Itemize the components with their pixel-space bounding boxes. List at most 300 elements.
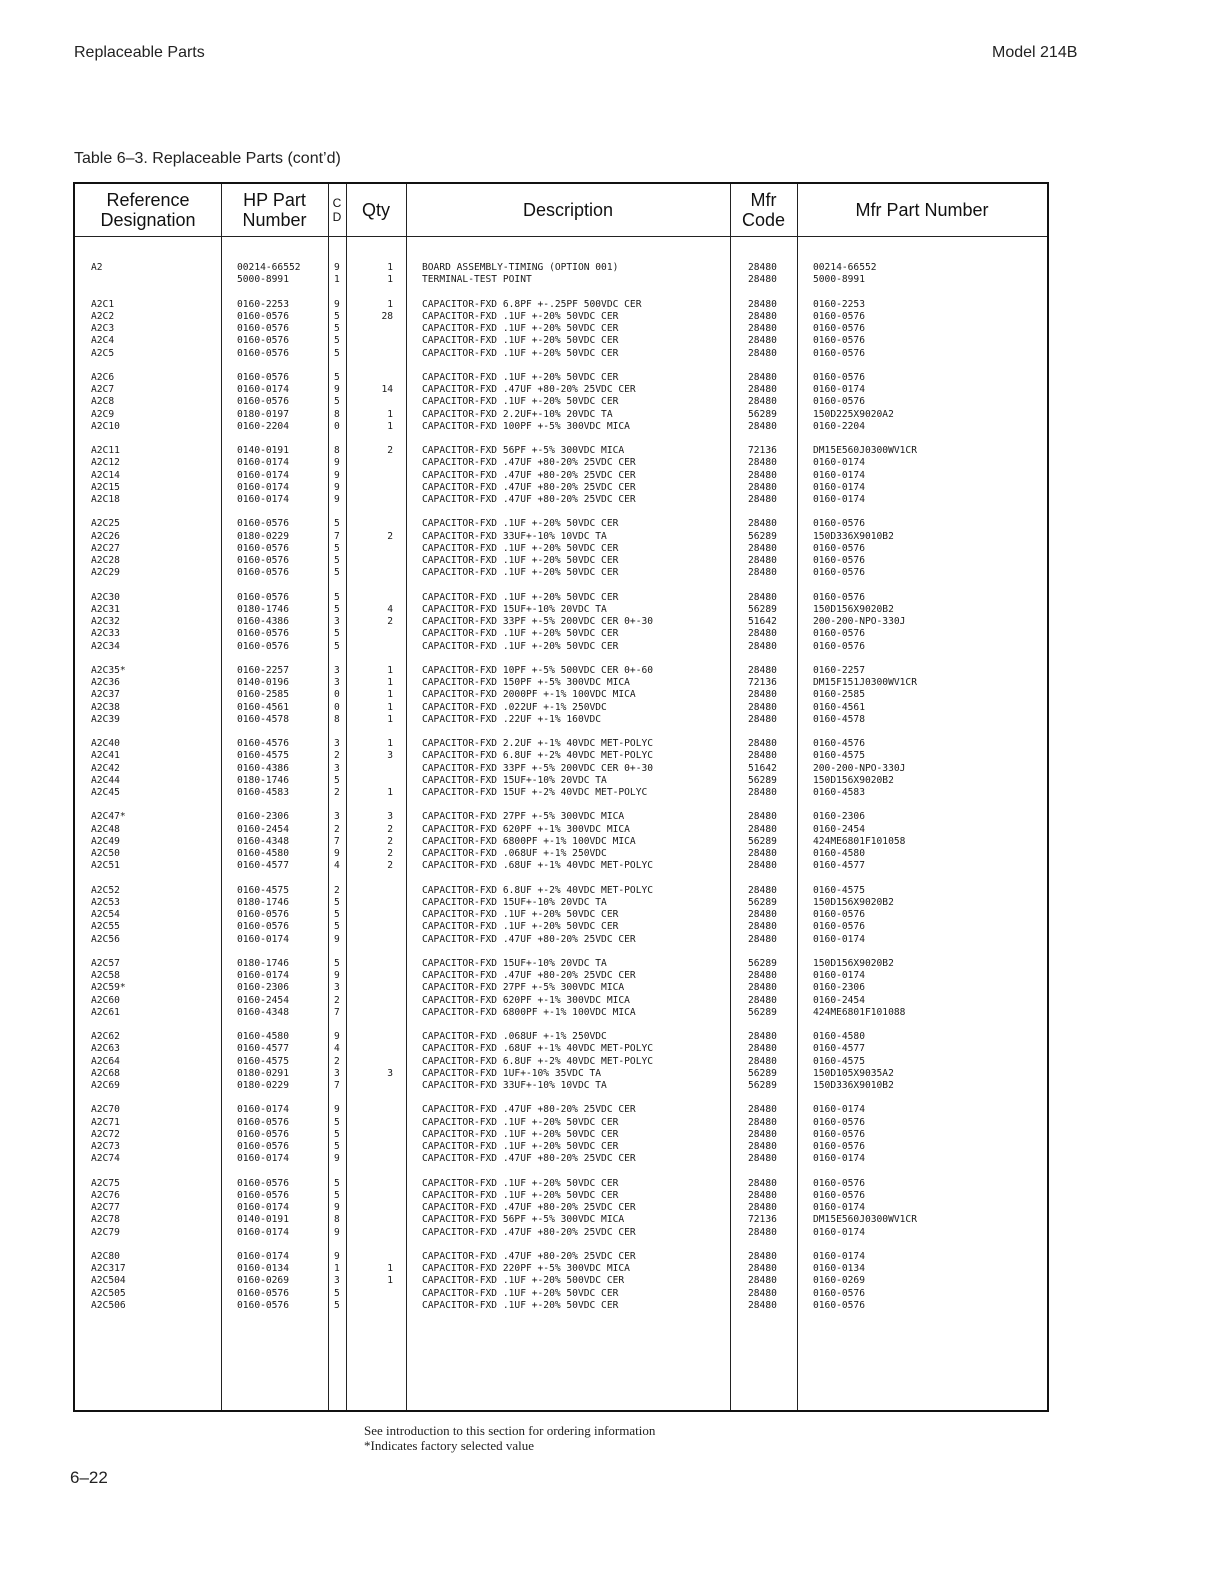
ref-designation: A2C33 [91,628,120,640]
description: CAPACITOR-FXD .1UF +-20% 50VDC CER [422,542,619,554]
ref-designation: A2C9 [91,408,115,420]
hp-part-number: 0160-2306 [237,982,289,994]
mfr-code: 28480 [748,811,777,823]
table-row [75,897,1047,909]
description: CAPACITOR-FXD .68UF +-1% 40VDC MET-POLYC [422,860,654,872]
hp-part-number: 0160-0576 [237,555,289,566]
mfr-code: 56289 [748,774,777,786]
description: CAPACITOR-FXD 1UF+-10% 35VDC TA [422,1067,602,1079]
ref-designation: A2C40 [91,738,120,749]
description: CAPACITOR-FXD .47UF +80-20% 25VDC CER [422,933,636,945]
mfr-code: 56289 [748,1006,777,1018]
running-header-left: Replaceable Parts [74,44,205,61]
ref-designation: A2C50 [91,848,120,859]
hp-part-number: 0160-0576 [237,1116,289,1128]
mfr-part-number: 0160-0174 [813,933,865,945]
description: CAPACITOR-FXD 2000PF +-1% 100VDC MICA [422,689,636,701]
description: CAPACITOR-FXD .1UF +-20% 50VDC CER [422,567,619,579]
mfr-part-number: 0160-4578 [813,713,865,725]
description: CAPACITOR-FXD .68UF +-1% 40VDC MET-POLYC [422,1043,654,1055]
ref-designation: A2C47* [91,811,126,823]
mfr-part-number: 0160-4575 [813,750,865,762]
mfr-part-number: 0160-0174 [813,1250,865,1262]
description: CAPACITOR-FXD .022UF +-1% 250VDC [422,701,607,713]
ref-designation: A2C78 [91,1214,120,1226]
mfr-part-number: 150D156X9020B2 [813,774,894,786]
mfr-part-number: 0160-0576 [813,1299,865,1311]
description: CAPACITOR-FXD 56PF +-5% 300VDC MICA [422,445,625,456]
mfr-part-number: 0160-0576 [813,591,865,603]
hp-part-number: 0180-0229 [237,530,289,542]
table-row [75,1190,1047,1202]
mfr-code: 28480 [748,371,777,383]
description: CAPACITOR-FXD .1UF +-20% 50VDC CER [422,371,619,383]
mfr-part-number: 0160-0576 [813,1177,865,1189]
mfr-code: 28480 [748,555,777,566]
cd-digit: 9 [334,481,340,493]
cd-digit: 5 [334,1128,340,1140]
ref-designation: A2C70 [91,1104,120,1116]
table-row [75,1202,1047,1214]
hp-part-number: 0160-4583 [237,787,289,798]
qty: 1 [387,274,393,286]
qty: 2 [387,823,393,835]
mfr-part-number: 0160-0174 [813,457,865,469]
hp-part-number: 0160-2454 [237,823,289,835]
mfr-part-number: 0160-0576 [813,1189,865,1201]
description: CAPACITOR-FXD .47UF +80-20% 25VDC CER [422,1202,636,1213]
hp-part-number: 0180-1746 [237,774,289,786]
cd-digit: 9 [334,1153,340,1165]
header-description: Description [522,200,614,220]
mfr-code: 28480 [748,481,777,493]
ref-designation: A2C36 [91,677,120,688]
table-footnote [364,1423,655,1453]
description: CAPACITOR-FXD .1UF +-20% 50VDC CER [422,310,619,322]
hp-part-number: 0160-4386 [237,616,289,627]
ref-designation: A2C26 [91,530,120,542]
table-row [75,421,1047,433]
mfr-code: 28480 [748,982,777,994]
hp-part-number: 0160-0576 [237,628,289,640]
hp-part-number: 0160-0576 [237,909,289,920]
mfr-code: 28480 [748,335,777,347]
qty: 1 [387,713,393,725]
cd-digit: 9 [334,262,340,273]
cd-digit: 5 [334,774,340,786]
description: CAPACITOR-FXD .1UF +-20% 50VDC CER [422,1141,619,1152]
hp-part-number: 0160-0174 [237,1250,289,1262]
ref-designation: A2C31 [91,603,120,615]
mfr-code: 28480 [748,664,777,676]
table-row [75,738,1047,750]
mfr-part-number: 0160-4576 [813,738,865,749]
hp-part-number: 0160-0174 [237,494,289,505]
description: CAPACITOR-FXD .47UF +80-20% 25VDC CER [422,457,636,469]
description: CAPACITOR-FXD .1UF +-20% 50VDC CER [422,1128,619,1140]
cd-digit: 8 [334,408,340,420]
cd-digit: 5 [334,1116,340,1128]
mfr-code: 28480 [748,1177,777,1189]
mfr-part-number: 0160-4577 [813,1043,865,1055]
table-row [75,470,1047,482]
ref-designation: A2C4 [91,335,115,347]
hp-part-number: 0160-2454 [237,994,289,1006]
description: CAPACITOR-FXD .47UF +80-20% 25VDC CER [422,1226,636,1238]
mfr-code: 28480 [748,567,777,579]
cd-digit: 5 [334,323,340,334]
ref-designation: A2C8 [91,396,115,408]
mfr-part-number: 0160-0174 [813,469,865,481]
ref-designation: A2C34 [91,640,120,652]
cd-digit: 3 [334,1275,340,1287]
mfr-code: 56289 [748,408,777,420]
mfr-part-number: 00214-66552 [813,262,877,273]
hp-part-number: 0160-2306 [237,811,289,823]
header-hp-part-number: HP Part Number [242,190,307,230]
table-row [75,1263,1047,1275]
cd-digit: 8 [334,1214,340,1226]
mfr-part-number: 0160-0174 [813,1226,865,1238]
mfr-part-number: 0160-2204 [813,420,865,432]
mfr-code: 28480 [748,1250,777,1262]
cd-digit: 3 [334,616,340,627]
table-row [75,1104,1047,1116]
hp-part-number: 0160-0576 [237,640,289,652]
table-row [75,274,1047,286]
qty: 3 [387,811,393,823]
description: CAPACITOR-FXD .47UF +80-20% 25VDC CER [422,970,636,981]
hp-part-number: 0160-4575 [237,750,289,762]
header-qty: Qty [361,200,390,220]
mfr-code: 28480 [748,909,777,920]
ref-designation: A2C45 [91,787,120,798]
mfr-part-number: 0160-2257 [813,664,865,676]
qty: 1 [387,689,393,701]
description: CAPACITOR-FXD 2.2UF +-1% 40VDC MET-POLYC [422,738,654,749]
description: CAPACITOR-FXD .1UF +-20% 500VDC CER [422,1275,625,1287]
mfr-code: 28480 [748,1226,777,1238]
mfr-code: 28480 [748,384,777,395]
table-row [75,628,1047,640]
mfr-part-number: 0160-0576 [813,567,865,579]
cd-digit: 5 [334,628,340,640]
ref-designation: A2C62 [91,1031,120,1042]
hp-part-number: 0160-4580 [237,1031,289,1042]
ref-designation: A2C61 [91,1006,120,1018]
description: CAPACITOR-FXD 10PF +-5% 500VDC CER 0+-60 [422,664,654,676]
ref-designation: A2C48 [91,823,120,835]
table-row [75,909,1047,921]
mfr-part-number: 0160-0576 [813,640,865,652]
hp-part-number: 0160-0576 [237,1128,289,1140]
row-group [75,299,1047,360]
hp-part-number: 0160-0576 [237,323,289,334]
header-mfr-part-number: Mfr Part Number [855,200,989,220]
mfr-part-number: 0160-0576 [813,335,865,347]
row-group [75,1031,1047,1092]
row-group [75,1104,1047,1165]
hp-part-number: 0160-2204 [237,420,289,432]
hp-part-number: 0180-1746 [237,603,289,615]
table-row [75,1227,1047,1239]
description: CAPACITOR-FXD 27PF +-5% 300VDC MICA [422,811,625,823]
ref-designation: A2C68 [91,1067,120,1079]
description: CAPACITOR-FXD .1UF +-20% 50VDC CER [422,921,619,933]
table-row [75,714,1047,726]
table-row [75,1080,1047,1092]
hp-part-number: 0160-0174 [237,469,289,481]
description: CAPACITOR-FXD 6.8UF +-2% 40VDC MET-POLYC [422,750,654,762]
description: CAPACITOR-FXD 56PF +-5% 300VDC MICA [422,1214,625,1226]
hp-part-number: 0160-0174 [237,481,289,493]
qty: 2 [387,445,393,456]
mfr-code: 28480 [748,1116,777,1128]
hp-part-number: 0160-0174 [237,457,289,469]
cd-digit: 9 [334,469,340,481]
table-row [75,604,1047,616]
hp-part-number: 0160-0134 [237,1263,289,1274]
qty: 14 [381,384,393,395]
hp-part-number: 0160-0576 [237,1141,289,1152]
mfr-part-number: 150D225X9020A2 [813,408,894,420]
mfr-part-number: 0160-0174 [813,970,865,981]
description: CAPACITOR-FXD 6.8UF +-2% 40VDC MET-POLYC [422,1055,654,1067]
table-row [75,482,1047,494]
mfr-code: 56289 [748,957,777,969]
mfr-part-number: 0160-0576 [813,555,865,566]
mfr-code: 28480 [748,262,777,273]
mfr-part-number: 424ME6801F101088 [813,1006,906,1018]
mfr-part-number: 200-200-NPO-330J [813,616,906,627]
table-row [75,518,1047,530]
description: CAPACITOR-FXD 33UF+-10% 10VDC TA [422,1080,607,1091]
cd-digit: 7 [334,530,340,542]
ref-designation: A2C38 [91,701,120,713]
description: TERMINAL-TEST POINT [422,274,532,286]
description: CAPACITOR-FXD .1UF +-20% 50VDC CER [422,347,619,359]
ref-designation: A2C80 [91,1250,120,1262]
description: CAPACITOR-FXD .47UF +80-20% 25VDC CER [422,494,636,505]
description: CAPACITOR-FXD 6800PF +-1% 100VDC MICA [422,1006,636,1018]
table-row [75,811,1047,823]
cd-digit: 0 [334,689,340,701]
description: BOARD ASSEMBLY-TIMING (OPTION 001) [422,262,619,273]
ref-designation: A2C29 [91,567,120,579]
ref-designation: A2C52 [91,884,120,896]
table-row [75,824,1047,836]
ref-designation: A2C32 [91,616,120,627]
qty: 2 [387,835,393,847]
mfr-code: 28480 [748,640,777,652]
mfr-code: 28480 [748,1202,777,1213]
table-row [75,262,1047,274]
cd-digit: 3 [334,677,340,688]
mfr-part-number: 0160-0576 [813,1287,865,1299]
ref-designation: A2C12 [91,457,120,469]
table-row [75,531,1047,543]
hp-part-number: 0160-4580 [237,848,289,859]
cd-digit: 0 [334,701,340,713]
cd-digit: 9 [334,848,340,859]
row-group [75,958,1047,1019]
hp-part-number: 5000-8991 [237,274,289,286]
hp-part-number: 0160-4575 [237,884,289,896]
mfr-part-number: DM15E560J0300WV1CR [813,445,917,456]
qty: 3 [387,1067,393,1079]
mfr-code: 51642 [748,616,777,627]
mfr-part-number: 0160-0576 [813,371,865,383]
row-group [75,445,1047,506]
cd-digit: 9 [334,298,340,310]
ref-designation: A2C53 [91,896,120,908]
ref-designation: A2C60 [91,994,120,1006]
mfr-code: 28480 [748,298,777,310]
table-row [75,372,1047,384]
mfr-code: 56289 [748,896,777,908]
ref-designation: A2 [91,262,103,273]
mfr-part-number: 0160-0576 [813,1116,865,1128]
table-row [75,311,1047,323]
description: CAPACITOR-FXD 620PF +-1% 300VDC MICA [422,994,630,1006]
description: CAPACITOR-FXD 620PF +-1% 300VDC MICA [422,823,630,835]
mfr-code: 28480 [748,1055,777,1067]
description: CAPACITOR-FXD .47UF +80-20% 25VDC CER [422,481,636,493]
table-row [75,1129,1047,1141]
mfr-code: 28480 [748,1031,777,1042]
description: CAPACITOR-FXD .47UF +80-20% 25VDC CER [422,1104,636,1116]
cd-digit: 5 [334,1299,340,1311]
description: CAPACITOR-FXD 33PF +-5% 200VDC CER 0+-30 [422,762,654,774]
ref-designation: A2C73 [91,1141,120,1152]
mfr-code: 56289 [748,603,777,615]
hp-part-number: 0160-4575 [237,1055,289,1067]
table-row [75,1043,1047,1055]
cd-digit: 4 [334,1043,340,1055]
description: CAPACITOR-FXD .1UF +-20% 50VDC CER [422,591,619,603]
mfr-code: 28480 [748,469,777,481]
ref-designation: A2C317 [91,1263,126,1274]
description: CAPACITOR-FXD .1UF +-20% 50VDC CER [422,518,619,530]
table-row [75,457,1047,469]
hp-part-number: 0160-4576 [237,738,289,749]
mfr-code: 28480 [748,310,777,322]
mfr-code: 28480 [748,1263,777,1274]
ref-designation: A2C1 [91,298,115,310]
cd-digit: 5 [334,542,340,554]
mfr-part-number: 0160-0576 [813,628,865,640]
mfr-code: 28480 [748,323,777,334]
mfr-part-number: 150D156X9020B2 [813,603,894,615]
table-row [75,299,1047,311]
mfr-part-number: 0160-0576 [813,396,865,408]
cd-digit: 2 [334,750,340,762]
mfr-code: 28480 [748,1128,777,1140]
cd-digit: 9 [334,1031,340,1042]
table-row [75,543,1047,555]
ref-designation: A2C3 [91,323,115,334]
mfr-code: 28480 [748,750,777,762]
description: CAPACITOR-FXD 220PF +-5% 300VDC MICA [422,1263,630,1274]
description: CAPACITOR-FXD 33UF+-10% 10VDC TA [422,530,607,542]
mfr-code: 28480 [748,970,777,981]
cd-digit: 5 [334,567,340,579]
description: CAPACITOR-FXD .47UF +80-20% 25VDC CER [422,1250,636,1262]
mfr-code: 56289 [748,835,777,847]
mfr-code: 72136 [748,677,777,688]
mfr-code: 28480 [748,738,777,749]
table-row [75,1068,1047,1080]
mfr-part-number: 0160-0576 [813,1128,865,1140]
table-row [75,958,1047,970]
ref-designation: A2C2 [91,310,115,322]
table-row [75,860,1047,872]
mfr-part-number: 0160-0269 [813,1275,865,1287]
description: CAPACITOR-FXD .47UF +80-20% 25VDC CER [422,1153,636,1165]
ref-designation: A2C79 [91,1226,120,1238]
description: CAPACITOR-FXD 100PF +-5% 300VDC MICA [422,420,630,432]
mfr-code: 28480 [748,1299,777,1311]
description: CAPACITOR-FXD .1UF +-20% 50VDC CER [422,628,619,640]
mfr-part-number: 150D336X9010B2 [813,530,894,542]
ref-designation: A2C505 [91,1287,126,1299]
description: CAPACITOR-FXD 27PF +-5% 300VDC MICA [422,982,625,994]
qty: 1 [387,787,393,798]
mfr-part-number: 0160-2306 [813,811,865,823]
ref-designation: A2C15 [91,481,120,493]
hp-part-number: 0160-2257 [237,664,289,676]
cd-digit: 5 [334,909,340,920]
ref-designation: A2C64 [91,1055,120,1067]
mfr-code: 28480 [748,689,777,701]
cd-digit: 8 [334,445,340,456]
table-row [75,616,1047,628]
parts-table [73,182,1049,1412]
ref-designation: A2C74 [91,1153,120,1165]
mfr-part-number: 0160-0576 [813,323,865,334]
ref-designation: A2C27 [91,542,120,554]
description: CAPACITOR-FXD .1UF +-20% 50VDC CER [422,396,619,408]
description: CAPACITOR-FXD .1UF +-20% 50VDC CER [422,1116,619,1128]
hp-part-number: 0160-0576 [237,921,289,933]
table-row [75,787,1047,799]
description: CAPACITOR-FXD .1UF +-20% 50VDC CER [422,555,619,566]
row-group [75,262,1047,287]
cd-digit: 3 [334,982,340,994]
cd-digit: 0 [334,420,340,432]
table-row [75,1056,1047,1068]
description: CAPACITOR-FXD 33PF +-5% 200VDC CER 0+-30 [422,616,654,627]
cd-digit: 9 [334,1104,340,1116]
table-row [75,775,1047,787]
qty: 4 [387,603,393,615]
qty: 2 [387,860,393,872]
header-mfr-code: Mfr Code [741,190,786,230]
cd-digit: 3 [334,1067,340,1079]
table-row [75,335,1047,347]
cd-digit: 8 [334,713,340,725]
mfr-part-number: 0160-0174 [813,1202,865,1213]
description: CAPACITOR-FXD .1UF +-20% 50VDC CER [422,1299,619,1311]
hp-part-number: 0180-1746 [237,957,289,969]
mfr-part-number: 424ME6801F101058 [813,835,906,847]
hp-part-number: 0160-4577 [237,860,289,872]
ref-designation: A2C54 [91,909,120,920]
mfr-code: 28480 [748,542,777,554]
mfr-code: 28480 [748,701,777,713]
hp-part-number: 0180-0229 [237,1080,289,1091]
mfr-code: 56289 [748,530,777,542]
